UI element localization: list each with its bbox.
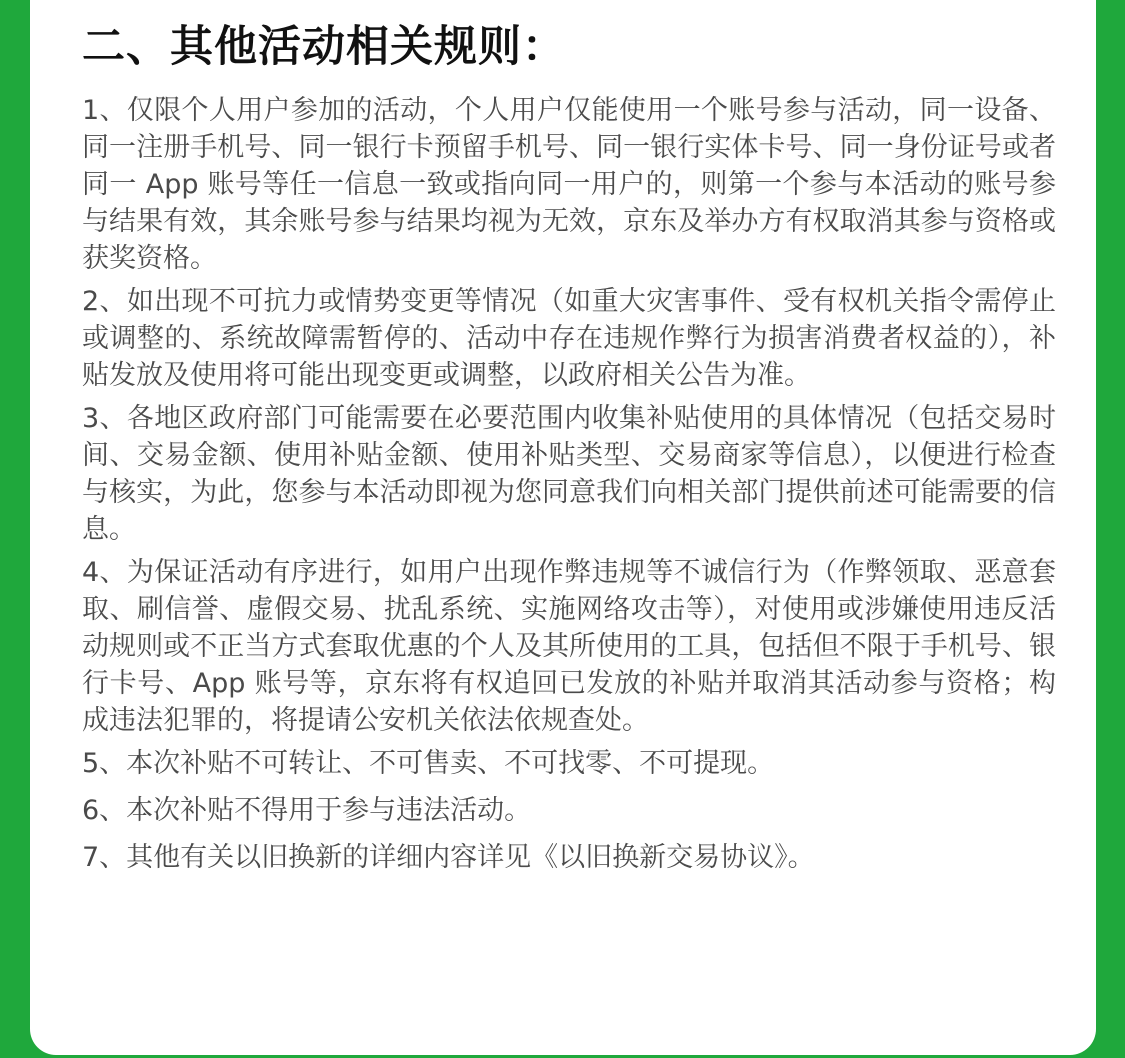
section-title: 二、其他活动相关规则： bbox=[82, 22, 566, 72]
rule-item-3: 3、各地区政府部门可能需要在必要范围内收集补贴使用的具体情况（包括交易时间、交易金额、使用补贴金额、使用补贴类型、交易商家等信息），以便进行检查与核实，为此，您参与本活动即视为您同意我们向相关部门提供前述可能需要的信息。 bbox=[82, 403, 1056, 545]
rules-list bbox=[82, 92, 1056, 876]
rules-card bbox=[30, 0, 1096, 1055]
rule-item-6: 6、本次补贴不得用于参与违法活动。 bbox=[82, 795, 532, 826]
rule-item-1: 1、仅限个人用户参加的活动，个人用户仅能使用一个账号参与活动，同一设备、同一注册手机号、同一银行卡预留手机号、同一银行实体卡号、同一身份证号或者同一 App 账号等任一信息一致或指向同一用户的，则第一个参与本活动的账号参与结果有效，其余账号参与结果均视为无效，京东及举办方有权取消其参与资格或获奖资格。 bbox=[82, 95, 1056, 274]
rule-item-2: 2、如出现不可抗力或情势变更等情况（如重大灾害事件、受有权机关指令需停止或调整的、系统故障需暂停的、活动中存在违规作弊行为损害消费者权益的），补贴发放及使用将可能出现变更或调整，以政府相关公告为准。 bbox=[82, 286, 1056, 391]
rule-item-4: 4、为保证活动有序进行，如用户出现作弊违规等不诚信行为（作弊领取、恶意套取、刷信誉、虚假交易、扰乱系统、实施网络攻击等），对使用或涉嫌使用违反活动规则或不正当方式套取优惠的个人及其所使用的工具，包括但不限于手机号、银行卡号、App 账号等，京东将有权追回已发放的补贴并取消其活动参与资格；构成违法犯罪的，将提请公安机关依法依规查处。 bbox=[82, 557, 1056, 736]
rule-item-7: 7、其他有关以旧换新的详细内容详见《以旧换新交易协议》。 bbox=[82, 842, 815, 873]
rule-item-5: 5、本次补贴不可转让、不可售卖、不可找零、不可提现。 bbox=[82, 748, 775, 779]
